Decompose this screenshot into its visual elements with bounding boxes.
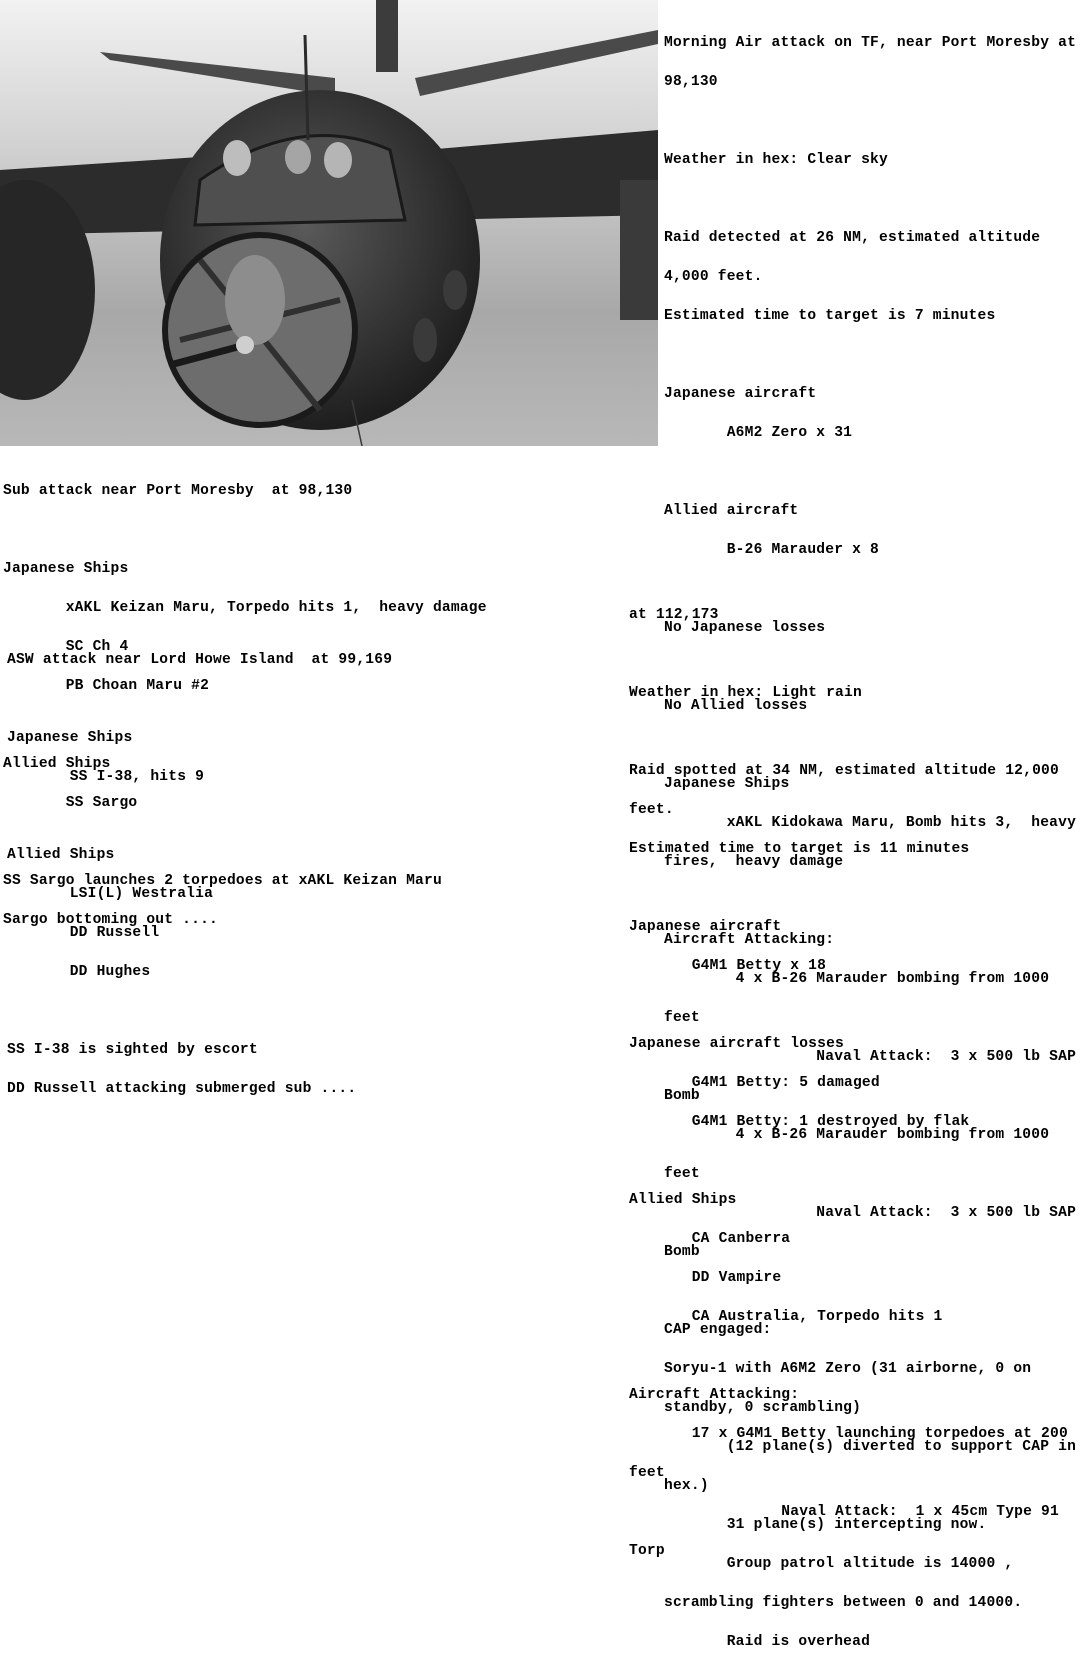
- allied-ship-item: LSI(L) Westralia: [7, 886, 214, 902]
- sighted-line: SS I-38 is sighted by escort: [7, 1042, 258, 1058]
- japanese-aircraft-heading: Japanese aircraft: [629, 919, 782, 935]
- japanese-ships-heading: Japanese Ships: [7, 730, 133, 746]
- torpedo-attack-report: [629, 583, 1068, 1571]
- naval-attack-line-cont: Torp: [629, 1543, 665, 1559]
- b26-marauder-photo: [0, 0, 658, 446]
- raid-spotted-line: Raid spotted at 34 NM, estimated altitude 12,000: [629, 763, 1059, 779]
- japanese-loss-item: G4M1 Betty: 5 damaged: [629, 1075, 880, 1091]
- allied-ship-item: CA Canberra: [629, 1231, 791, 1247]
- weather-line: Weather in hex: Light rain: [629, 685, 862, 701]
- allied-ships-heading: Allied Ships: [3, 756, 111, 772]
- raid-detected-line: Raid detected at 26 NM, estimated altitude: [664, 230, 1041, 246]
- time-to-target-line: Estimated time to target is 11 minutes: [629, 841, 970, 857]
- japanese-ship-item: xAKL Keizan Maru, Torpedo hits 1, heavy damage: [3, 600, 487, 616]
- allied-ship-item: DD Hughes: [7, 964, 151, 980]
- japanese-ship-item: PB Choan Maru #2: [3, 678, 210, 694]
- attack-entry-cont: feet: [629, 1465, 665, 1481]
- cap-scrambling-line: scrambling fighters between 0 and 14000.: [664, 1595, 1023, 1611]
- report-coordinates: 98,130: [664, 74, 718, 90]
- report-title: Sub attack near Port Moresby at 98,130: [3, 483, 353, 499]
- japanese-ship-item: SS I-38, hits 9: [7, 769, 205, 785]
- weather-line: Weather in hex: Clear sky: [664, 152, 888, 168]
- aircraft-photo-icon: [0, 0, 658, 446]
- cap-engaged-heading: CAP engaged:: [664, 1322, 772, 1338]
- allied-ship-item: SS Sargo: [3, 795, 138, 811]
- allied-ships-heading: Allied Ships: [629, 1192, 737, 1208]
- japanese-ship-item: SC Ch 4: [3, 639, 129, 655]
- japanese-ship-item: xAKL Kidokawa Maru, Bomb hits 3, heavy: [664, 815, 1077, 831]
- attack-entry: 17 x G4M1 Betty launching torpedoes at 200: [629, 1426, 1068, 1442]
- allied-ship-item: DD Vampire: [629, 1270, 782, 1286]
- japanese-ships-heading: Japanese Ships: [664, 776, 790, 792]
- naval-attack-line: Naval Attack: 3 x 500 lb SAP: [664, 1049, 1077, 1065]
- naval-attack-line: Naval Attack: 1 x 45cm Type 91: [629, 1504, 1059, 1520]
- japanese-ship-item-cont: fires, heavy damage: [664, 854, 844, 870]
- report-coordinates: at 112,173: [629, 607, 719, 623]
- report-title: ASW attack near Lord Howe Island at 99,169: [7, 652, 393, 668]
- naval-attack-line-cont: Bomb: [664, 1244, 700, 1260]
- asw-attack-report: [7, 628, 392, 1109]
- cap-unit-line: Soryu-1 with A6M2 Zero (31 airborne, 0 on: [664, 1361, 1032, 1377]
- attack-entry-cont: feet: [664, 1010, 700, 1026]
- cap-intercepting-line: 31 plane(s) intercepting now.: [664, 1517, 987, 1533]
- allied-aircraft-item: B-26 Marauder x 8: [664, 542, 879, 558]
- time-to-target-line: Estimated time to target is 7 minutes: [664, 308, 996, 324]
- attack-entry-cont: feet: [664, 1166, 700, 1182]
- torpedo-launch-line: SS Sargo launches 2 torpedoes at xAKL Keizan Maru: [3, 873, 442, 889]
- japanese-loss-item: G4M1 Betty: 1 destroyed by flak: [629, 1114, 970, 1130]
- attack-entry: 4 x B-26 Marauder bombing from 1000: [664, 1127, 1050, 1143]
- raid-overhead-line: Raid is overhead: [664, 1634, 871, 1650]
- naval-attack-line: Naval Attack: 3 x 500 lb SAP: [664, 1205, 1077, 1221]
- allied-ship-item: CA Australia, Torpedo hits 1: [629, 1309, 943, 1325]
- bottoming-out-line: Sargo bottoming out ....: [3, 912, 218, 928]
- allied-ship-item: DD Russell: [7, 925, 160, 941]
- japanese-losses-line: No Japanese losses: [664, 620, 826, 636]
- japanese-aircraft-item: A6M2 Zero x 31: [664, 425, 853, 441]
- naval-attack-line-cont: Bomb: [664, 1088, 700, 1104]
- allied-losses-line: No Allied losses: [664, 698, 808, 714]
- japanese-losses-heading: Japanese aircraft losses: [629, 1036, 844, 1052]
- japanese-ships-heading: Japanese Ships: [3, 561, 129, 577]
- attacking-sub-line: DD Russell attacking submerged sub ....: [7, 1081, 357, 1097]
- cap-diverted-line-cont: hex.): [664, 1478, 709, 1494]
- japanese-aircraft-item: G4M1 Betty x 18: [629, 958, 827, 974]
- aircraft-attacking-heading: Aircraft Attacking:: [629, 1387, 800, 1403]
- attack-entry: 4 x B-26 Marauder bombing from 1000: [664, 971, 1050, 987]
- cap-patrol-altitude-line: Group patrol altitude is 14000 ,: [664, 1556, 1014, 1572]
- cap-unit-line-cont: standby, 0 scrambling): [664, 1400, 862, 1416]
- allied-ships-heading: Allied Ships: [7, 847, 115, 863]
- raid-spotted-line-cont: feet.: [629, 802, 674, 818]
- allied-aircraft-heading: Allied aircraft: [664, 503, 799, 519]
- raid-detected-line-cont: 4,000 feet.: [664, 269, 763, 285]
- report-title: Morning Air attack on TF, near Port Moresby at: [664, 35, 1077, 51]
- japanese-aircraft-heading: Japanese aircraft: [664, 386, 817, 402]
- aircraft-attacking-heading: Aircraft Attacking:: [664, 932, 835, 948]
- cap-diverted-line: (12 plane(s) diverted to support CAP in: [664, 1439, 1077, 1455]
